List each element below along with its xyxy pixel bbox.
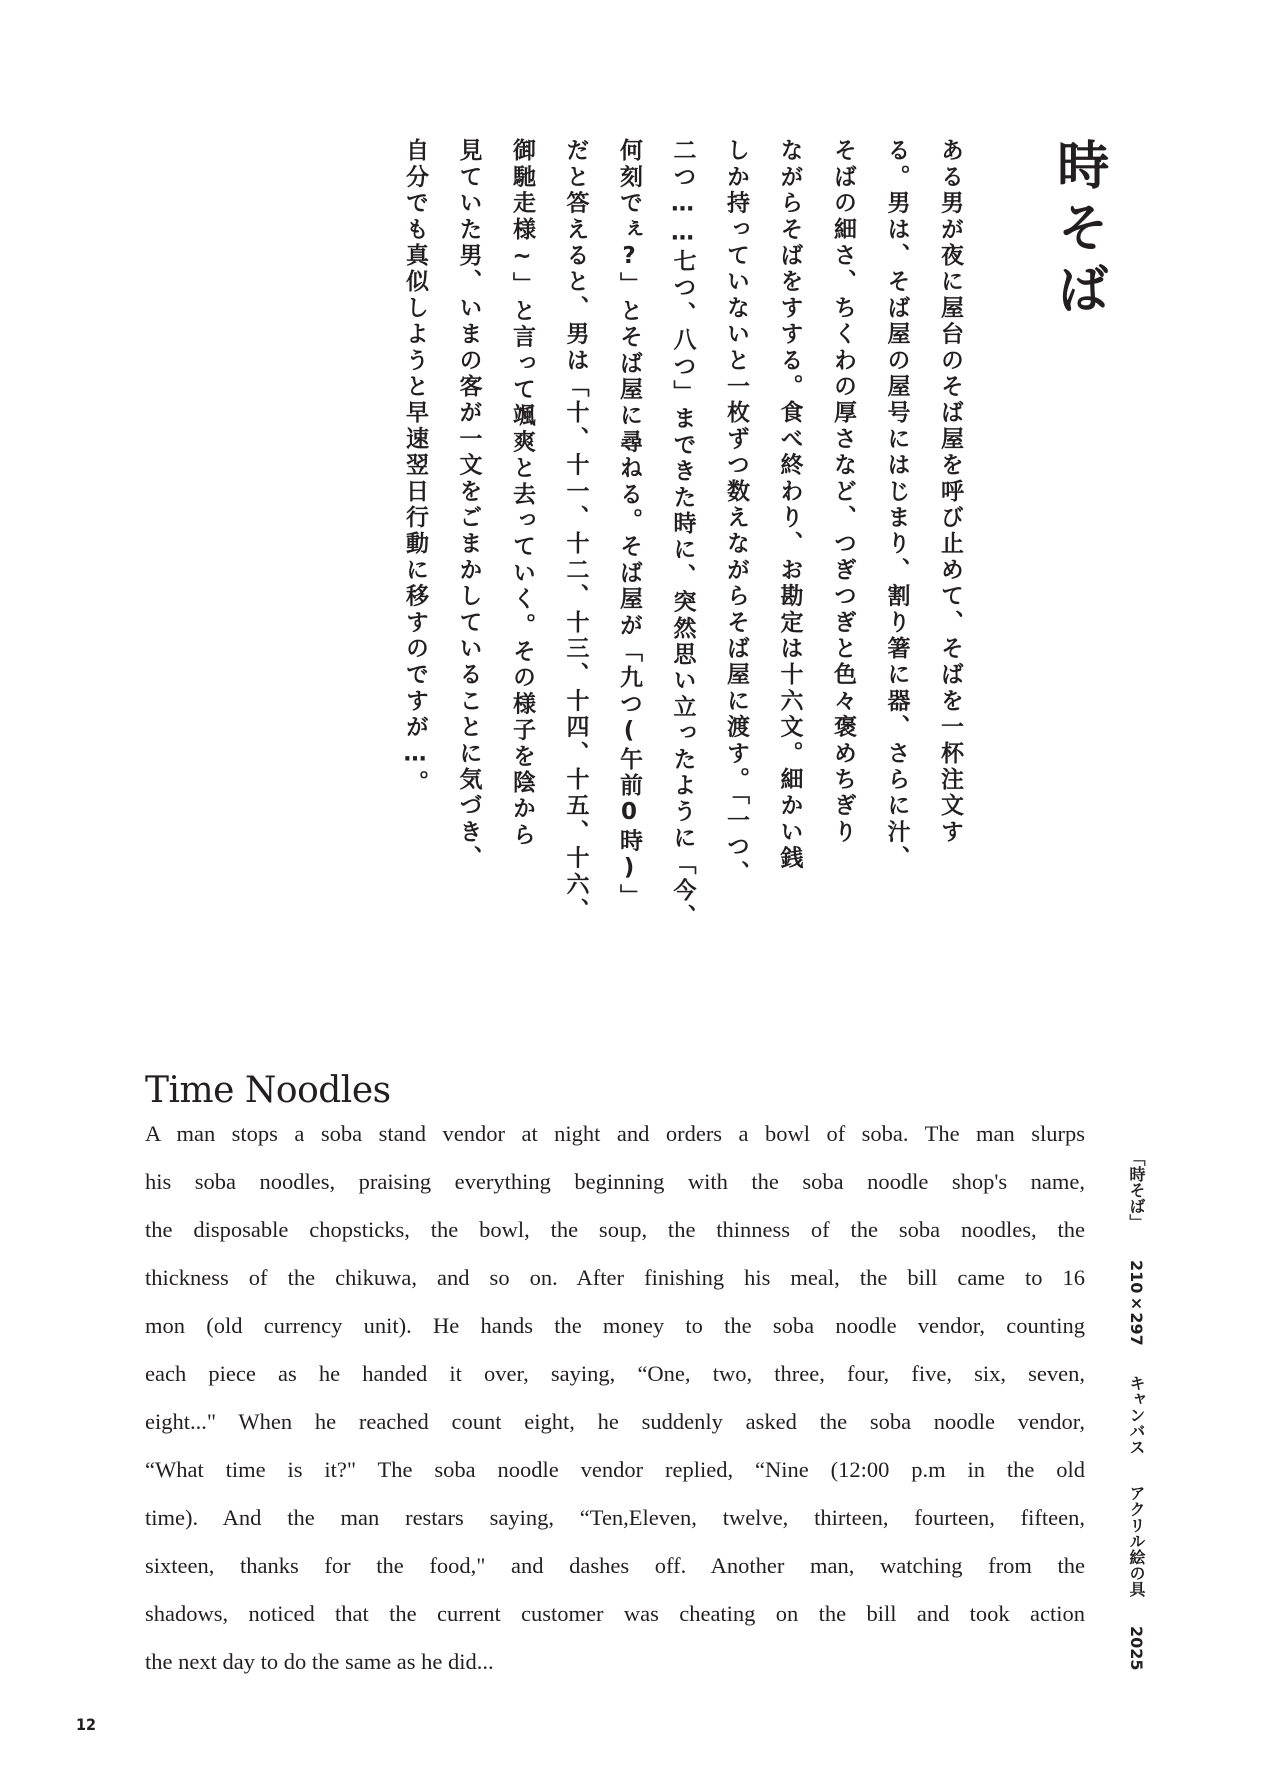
page-number: 12 <box>76 1715 97 1734</box>
caption-year: 2025 <box>1127 1626 1146 1671</box>
english-body <box>145 1110 1085 1686</box>
english-line: time). And the man restars saying, “Ten,Eleven, twelve, thirteen, fourteen, fifteen, <box>145 1505 1085 1530</box>
english-line: his soba noodles, praising everything beginning with the soba noodle shop's name, <box>145 1169 1085 1194</box>
english-line: each piece as he handed it over, saying, “One, two, three, four, five, six, seven, <box>145 1361 1085 1386</box>
caption-title: 「時そば」 <box>1127 1150 1146 1230</box>
english-line: “What time is it?" The soba noodle vendor replied, “Nine (12:00 p.m in the old <box>145 1457 1085 1482</box>
caption-size: 210×297 <box>1127 1259 1146 1346</box>
english-title: Time Noodles <box>145 1069 391 1111</box>
english-line: the next day to do the same as he did... <box>145 1649 494 1674</box>
japanese-column: 見ていた男、いまの客が一文をごまかしていることに気づき、 <box>455 138 482 872</box>
japanese-body <box>356 138 976 930</box>
english-line: sixteen, thanks for the food," and dashes off. Another man, watching from the <box>145 1553 1085 1578</box>
japanese-column: ある男が夜に屋台のそば屋を呼び止めて、そばを一杯注文す <box>937 138 963 846</box>
english-line: shadows, noticed that the current customer was cheating on the bill and took action <box>145 1601 1085 1626</box>
english-line: mon (old currency unit). He hands the money to the soba noodle vendor, counting <box>145 1313 1085 1338</box>
english-line: A man stops a soba stand vendor at night and orders a bowl of soba. The man slurps <box>145 1121 1085 1146</box>
japanese-column: 二つ……七つ、八つ」まできた時に、突然思い立ったように「今、 <box>669 138 696 930</box>
japanese-column: 御馳走様~」と言って颯爽と去っていく。その様子を陰から <box>509 138 535 849</box>
english-line: eight..." When he reached count eight, he suddenly asked the soba noodle vendor, <box>145 1409 1085 1434</box>
japanese-column: 何刻でぇ?」とそば屋に尋ねる。そば屋が「九つ(午前0時)」 <box>616 138 642 910</box>
artwork-caption <box>1118 1150 1148 1710</box>
japanese-column: 自分でも真似しようと早速翌日行動に移すのですが…。 <box>402 138 428 796</box>
japanese-column: ながらそばをすする。食べ終わり、お勘定は十六文。細かい銭 <box>776 138 803 872</box>
caption-material: アクリル絵の具 <box>1127 1484 1146 1597</box>
japanese-column: しか持っていないと一枚ずつ数えながらそば屋に渡す。「一つ、 <box>723 138 749 887</box>
english-line: the disposable chopsticks, the bowl, the soup, the thinness of the soba noodles, the <box>145 1217 1085 1242</box>
japanese-column: だと答えると、男は「十、十一、十二、十三、十四、十五、十六、 <box>562 138 589 924</box>
english-line: thickness of the chikuwa, and so on. After finishing his meal, the bill came to 16 <box>145 1265 1085 1290</box>
japanese-column: そばの細さ、ちくわの厚さなど、つぎつぎと色々褒めちぎり <box>830 138 856 846</box>
caption-medium: キャンバス <box>1127 1374 1146 1455</box>
japanese-column: る。男は、そば屋の屋号にはじまり、割り箸に器、さらに汁、 <box>883 138 910 872</box>
japanese-title: 時そば <box>1047 138 1109 324</box>
